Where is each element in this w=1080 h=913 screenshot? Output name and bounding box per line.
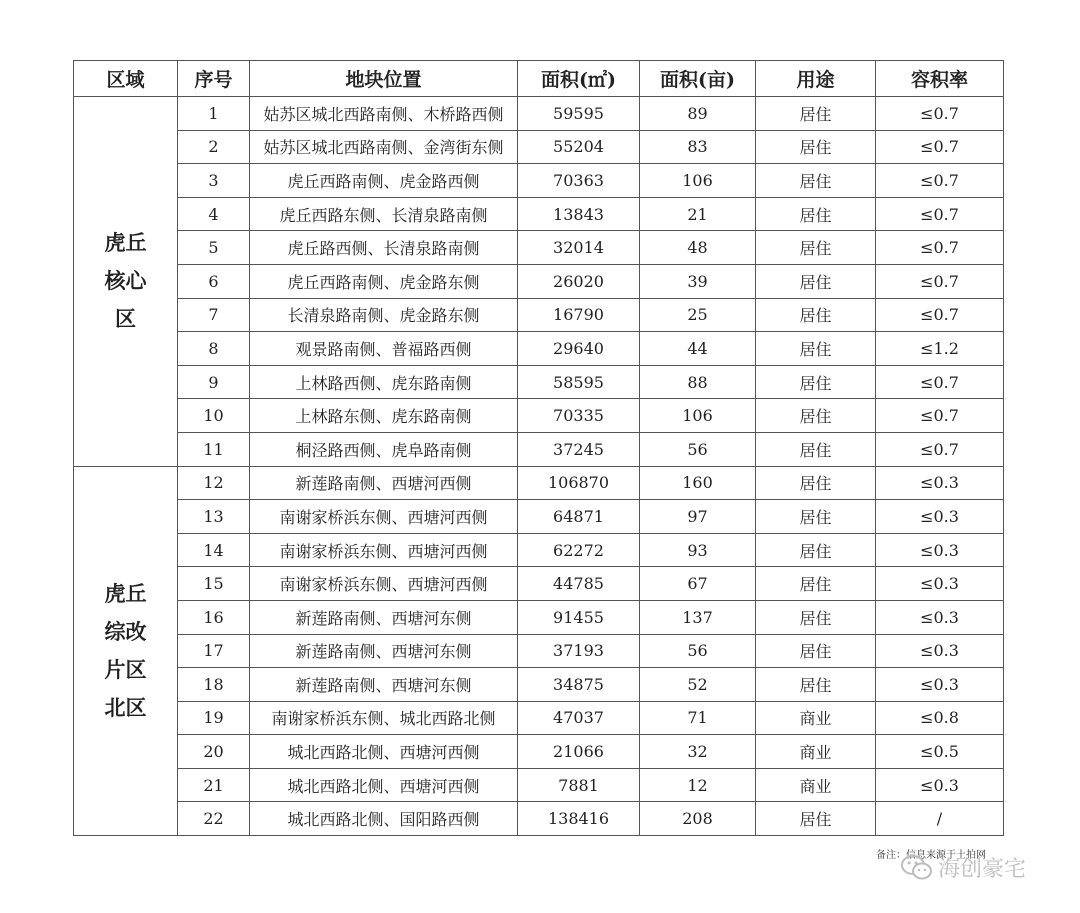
area-sqm-cell: 7881 [518, 768, 640, 802]
area-mu-cell: 52 [640, 668, 756, 702]
serial-cell: 7 [178, 298, 250, 332]
location-cell: 虎丘西路南侧、虎金路西侧 [250, 164, 518, 198]
region-label-line: 综改 [104, 618, 147, 644]
serial-cell: 2 [178, 130, 250, 164]
area-mu-cell: 88 [640, 365, 756, 399]
usage-cell: 居住 [756, 130, 876, 164]
area-sqm-cell: 64871 [518, 500, 640, 534]
header-location: 地块位置 [250, 61, 518, 97]
location-cell: 南谢家桥浜东侧、城北西路北侧 [250, 701, 518, 735]
area-mu-cell: 83 [640, 130, 756, 164]
region-cell [74, 97, 178, 467]
location-cell: 城北西路北侧、西塘河西侧 [250, 735, 518, 769]
serial-cell: 5 [178, 231, 250, 265]
area-mu-cell: 137 [640, 600, 756, 634]
area-mu-cell: 93 [640, 533, 756, 567]
plot-ratio-cell: ≤0.3 [876, 533, 1004, 567]
area-mu-cell: 12 [640, 768, 756, 802]
table-row [74, 432, 1004, 466]
region-label-line: 虎丘 [104, 580, 147, 606]
table-row [74, 768, 1004, 802]
serial-cell: 13 [178, 500, 250, 534]
header-serial: 序号 [178, 61, 250, 97]
area-mu-cell: 71 [640, 701, 756, 735]
area-mu-cell: 44 [640, 332, 756, 366]
header-region: 区域 [74, 61, 178, 97]
location-cell: 南谢家桥浜东侧、西塘河西侧 [250, 567, 518, 601]
region-label-line: 虎丘 [104, 230, 147, 256]
area-mu-cell: 56 [640, 432, 756, 466]
header-area-mu: 面积(亩) [640, 61, 756, 97]
area-sqm-cell: 91455 [518, 600, 640, 634]
usage-cell: 居住 [756, 264, 876, 298]
table-row [74, 164, 1004, 198]
serial-cell: 19 [178, 701, 250, 735]
plot-ratio-cell: ≤0.7 [876, 164, 1004, 198]
usage-cell: 商业 [756, 735, 876, 769]
serial-cell: 8 [178, 332, 250, 366]
table-row [74, 399, 1004, 433]
plot-ratio-cell: ≤0.7 [876, 197, 1004, 231]
table-row [74, 735, 1004, 769]
usage-cell: 商业 [756, 701, 876, 735]
table-row [74, 634, 1004, 668]
usage-cell: 居住 [756, 500, 876, 534]
plot-ratio-cell: ≤0.3 [876, 768, 1004, 802]
plot-ratio-cell: ≤0.3 [876, 567, 1004, 601]
area-mu-cell: 39 [640, 264, 756, 298]
usage-cell: 居住 [756, 432, 876, 466]
plot-ratio-cell: ≤0.3 [876, 600, 1004, 634]
usage-cell: 居住 [756, 600, 876, 634]
location-cell: 南谢家桥浜东侧、西塘河西侧 [250, 500, 518, 534]
header-area-sqm: 面积(㎡) [518, 61, 640, 97]
region-label-line: 核心 [104, 268, 147, 294]
area-mu-cell: 25 [640, 298, 756, 332]
location-cell: 南谢家桥浜东侧、西塘河西侧 [250, 533, 518, 567]
plot-ratio-cell: ≤0.7 [876, 399, 1004, 433]
serial-cell: 12 [178, 466, 250, 500]
header-row [74, 61, 1004, 97]
location-cell: 姑苏区城北西路南侧、金湾街东侧 [250, 130, 518, 164]
serial-cell: 16 [178, 600, 250, 634]
usage-cell: 居住 [756, 298, 876, 332]
table-row [74, 130, 1004, 164]
table-row [74, 668, 1004, 702]
area-mu-cell: 89 [640, 97, 756, 131]
table-row [74, 332, 1004, 366]
table-row [74, 231, 1004, 265]
usage-cell: 居住 [756, 97, 876, 131]
usage-cell: 居住 [756, 231, 876, 265]
plot-ratio-cell: ≤0.3 [876, 500, 1004, 534]
usage-cell: 居住 [756, 197, 876, 231]
area-sqm-cell: 138416 [518, 802, 640, 836]
table-body [74, 97, 1004, 836]
location-cell: 新莲路南侧、西塘河西侧 [250, 466, 518, 500]
area-sqm-cell: 37193 [518, 634, 640, 668]
area-sqm-cell: 32014 [518, 231, 640, 265]
serial-cell: 21 [178, 768, 250, 802]
area-sqm-cell: 29640 [518, 332, 640, 366]
area-sqm-cell: 70363 [518, 164, 640, 198]
serial-cell: 15 [178, 567, 250, 601]
table-row [74, 365, 1004, 399]
location-cell: 虎丘路西侧、长清泉路南侧 [250, 231, 518, 265]
watermark-text: 海创豪宅 [938, 857, 1027, 882]
watermark [900, 852, 1026, 883]
location-cell: 新莲路南侧、西塘河东侧 [250, 634, 518, 668]
table-row [74, 533, 1004, 567]
location-cell: 上林路东侧、虎东路南侧 [250, 399, 518, 433]
area-sqm-cell: 16790 [518, 298, 640, 332]
plot-ratio-cell: ≤0.7 [876, 231, 1004, 265]
plot-ratio-cell: ≤0.5 [876, 735, 1004, 769]
usage-cell: 居住 [756, 567, 876, 601]
location-cell: 桐泾路西侧、虎阜路南侧 [250, 432, 518, 466]
area-mu-cell: 21 [640, 197, 756, 231]
area-mu-cell: 48 [640, 231, 756, 265]
region-cell [74, 466, 178, 836]
location-cell: 虎丘西路南侧、虎金路东侧 [250, 264, 518, 298]
table-row [74, 567, 1004, 601]
area-sqm-cell: 62272 [518, 533, 640, 567]
table-row [74, 802, 1004, 836]
plot-ratio-cell: ≤0.3 [876, 668, 1004, 702]
wechat-icon [900, 854, 934, 882]
usage-cell: 居住 [756, 668, 876, 702]
location-cell: 虎丘西路东侧、长清泉路南侧 [250, 197, 518, 231]
area-mu-cell: 32 [640, 735, 756, 769]
area-mu-cell: 97 [640, 500, 756, 534]
table-row [74, 466, 1004, 500]
plot-ratio-cell: ≤0.8 [876, 701, 1004, 735]
region-label-line: 片区 [104, 656, 147, 682]
location-cell: 上林路西侧、虎东路南侧 [250, 365, 518, 399]
area-sqm-cell: 21066 [518, 735, 640, 769]
area-sqm-cell: 58595 [518, 365, 640, 399]
serial-cell: 11 [178, 432, 250, 466]
location-cell: 观景路南侧、普福路西侧 [250, 332, 518, 366]
plot-ratio-cell: ≤0.7 [876, 97, 1004, 131]
area-sqm-cell: 37245 [518, 432, 640, 466]
plot-ratio-cell: ≤0.7 [876, 130, 1004, 164]
usage-cell: 居住 [756, 365, 876, 399]
plot-ratio-cell: ≤0.3 [876, 634, 1004, 668]
area-sqm-cell: 13843 [518, 197, 640, 231]
serial-cell: 3 [178, 164, 250, 198]
table-row [74, 197, 1004, 231]
serial-cell: 17 [178, 634, 250, 668]
location-cell: 城北西路北侧、西塘河西侧 [250, 768, 518, 802]
table-row [74, 298, 1004, 332]
source-note: 备注：信息来源于土拍网 [876, 850, 986, 861]
area-mu-cell: 208 [640, 802, 756, 836]
serial-cell: 20 [178, 735, 250, 769]
location-cell: 新莲路南侧、西塘河东侧 [250, 668, 518, 702]
header-plot-ratio: 容积率 [876, 61, 1004, 97]
serial-cell: 9 [178, 365, 250, 399]
plot-ratio-cell: ≤0.3 [876, 466, 1004, 500]
plot-ratio-cell: ≤1.2 [876, 332, 1004, 366]
serial-cell: 22 [178, 802, 250, 836]
plot-ratio-cell: ≤0.7 [876, 365, 1004, 399]
area-sqm-cell: 26020 [518, 264, 640, 298]
area-mu-cell: 56 [640, 634, 756, 668]
usage-cell: 居住 [756, 533, 876, 567]
usage-cell: 居住 [756, 802, 876, 836]
area-mu-cell: 106 [640, 399, 756, 433]
usage-cell: 居住 [756, 164, 876, 198]
plot-ratio-cell: / [876, 802, 1004, 836]
plot-ratio-cell: ≤0.7 [876, 432, 1004, 466]
usage-cell: 居住 [756, 466, 876, 500]
area-sqm-cell: 47037 [518, 701, 640, 735]
serial-cell: 14 [178, 533, 250, 567]
region-label-line: 北区 [104, 694, 147, 720]
plot-ratio-cell: ≤0.7 [876, 264, 1004, 298]
serial-cell: 6 [178, 264, 250, 298]
usage-cell: 居住 [756, 634, 876, 668]
location-cell: 长清泉路南侧、虎金路东侧 [250, 298, 518, 332]
region-label-line: 区 [115, 306, 136, 332]
plot-ratio-cell: ≤0.7 [876, 298, 1004, 332]
table-row [74, 600, 1004, 634]
table-row [74, 701, 1004, 735]
serial-cell: 4 [178, 197, 250, 231]
area-mu-cell: 67 [640, 567, 756, 601]
area-sqm-cell: 44785 [518, 567, 640, 601]
area-mu-cell: 106 [640, 164, 756, 198]
area-sqm-cell: 70335 [518, 399, 640, 433]
area-sqm-cell: 34875 [518, 668, 640, 702]
land-parcel-table [73, 60, 1004, 836]
table-row [74, 97, 1004, 131]
header-usage: 用途 [756, 61, 876, 97]
usage-cell: 商业 [756, 768, 876, 802]
area-mu-cell: 160 [640, 466, 756, 500]
area-sqm-cell: 106870 [518, 466, 640, 500]
serial-cell: 18 [178, 668, 250, 702]
table-row [74, 264, 1004, 298]
usage-cell: 居住 [756, 332, 876, 366]
usage-cell: 居住 [756, 399, 876, 433]
area-sqm-cell: 59595 [518, 97, 640, 131]
location-cell: 姑苏区城北西路南侧、木桥路西侧 [250, 97, 518, 131]
serial-cell: 1 [178, 97, 250, 131]
serial-cell: 10 [178, 399, 250, 433]
location-cell: 新莲路南侧、西塘河东侧 [250, 600, 518, 634]
table-row [74, 500, 1004, 534]
location-cell: 城北西路北侧、国阳路西侧 [250, 802, 518, 836]
area-sqm-cell: 55204 [518, 130, 640, 164]
